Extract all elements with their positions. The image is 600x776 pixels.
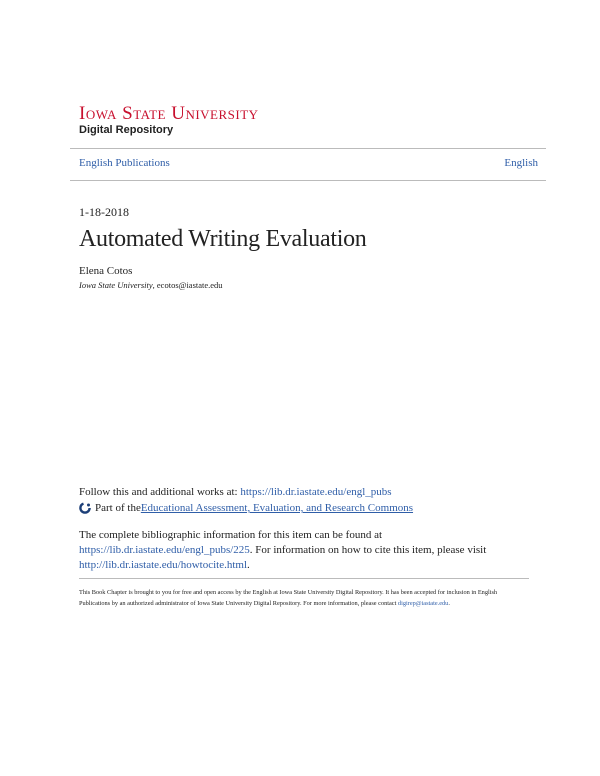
follow-line: [79, 486, 392, 498]
publication-date: 1-18-2018: [79, 205, 129, 219]
document-title: Automated Writing Evaluation: [79, 226, 367, 252]
author-affiliation: [79, 280, 223, 290]
part-of-text: Part of the: [95, 502, 141, 514]
part-of-line: [79, 502, 413, 514]
bibliographic-info: [79, 528, 519, 573]
contact-email-link[interactable]: digirep@iastate.edu: [397, 600, 449, 607]
howtocite-link[interactable]: http://lib.dr.iastate.edu/howtocite.html: [79, 559, 248, 571]
biblio-text-3: .: [247, 559, 250, 571]
notice-end: .: [448, 600, 450, 607]
item-link[interactable]: https://lib.dr.iastate.edu/engl_pubs/225: [79, 544, 250, 556]
english-link[interactable]: English: [504, 157, 538, 169]
breadcrumb-bar: [70, 148, 546, 181]
commons-link[interactable]: Educational Assessment, Evaluation, and Research Commons: [140, 502, 414, 514]
commons-network-icon: [79, 502, 91, 514]
logo-title: Iowa State University: [79, 103, 259, 124]
affiliation-email: , ecotos@iastate.edu: [152, 280, 223, 290]
affiliation-institution: Iowa State University: [79, 280, 153, 290]
follow-text: Follow this and additional works at:: [79, 486, 241, 498]
access-notice: [79, 587, 529, 609]
biblio-text-1: The complete bibliographic information for this item can be found at: [79, 529, 383, 541]
collection-link[interactable]: https://lib.dr.iastate.edu/engl_pubs: [240, 486, 392, 498]
english-publications-link[interactable]: English Publications: [79, 157, 170, 169]
notice-text: This Book Chapter is brought to you for free and open access by the English at Iowa State University Digital Repository. It has been accepted for inclusion in English Publications by an authorized administrator of Iowa State University Digital Repository. For more information, please contact: [79, 589, 498, 607]
author-name: Elena Cotos: [79, 265, 133, 277]
divider: [79, 578, 529, 579]
biblio-text-2: . For information on how to cite this item, please visit: [249, 544, 487, 556]
logo-subtitle: Digital Repository: [79, 124, 174, 136]
university-logo: [79, 104, 259, 137]
